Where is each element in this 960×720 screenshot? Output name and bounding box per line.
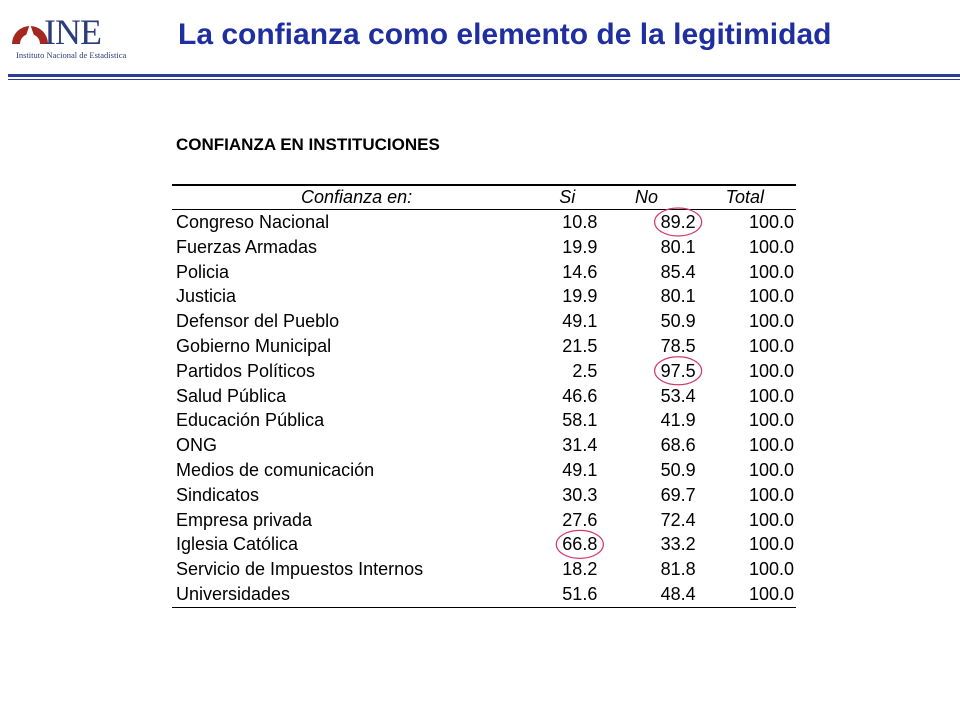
institution-cell: ONG (176, 435, 218, 456)
table-title: CONFIANZA EN INSTITUCIONES (176, 135, 440, 154)
table-row (172, 284, 796, 309)
table-row (172, 384, 796, 409)
total-cell: 100.0 (748, 335, 794, 356)
total-cell: 100.0 (748, 236, 794, 257)
total-cell: 100.0 (748, 583, 794, 604)
ine-logo (8, 10, 178, 70)
total-cell: 100.0 (748, 410, 794, 431)
institution-cell: Salud Pública (176, 385, 287, 406)
institution-cell: Defensor del Pueblo (176, 311, 340, 332)
table-row (172, 210, 796, 235)
table-row (172, 408, 796, 433)
table-row (172, 557, 796, 582)
si-cell: 18.2 (562, 559, 598, 580)
si-cell: 51.6 (562, 583, 598, 604)
si-cell: 19.9 (562, 286, 598, 307)
logo-text: INE (44, 12, 101, 52)
si-cell: 10.8 (562, 212, 598, 232)
no-cell: 80.1 (660, 286, 696, 307)
confidence-table (172, 184, 796, 608)
table-header-row (172, 185, 796, 210)
no-cell: 68.6 (660, 435, 696, 456)
institution-cell: Gobierno Municipal (176, 335, 332, 356)
total-cell: 100.0 (748, 484, 794, 505)
si-cell: 58.1 (562, 410, 598, 431)
column-header-si: Si (559, 187, 576, 207)
page-title: La confianza como elemento de la legitimidad (178, 18, 832, 51)
total-cell: 100.0 (748, 534, 794, 555)
institution-cell: Medios de comunicación (176, 459, 375, 480)
total-cell: 100.0 (748, 311, 794, 332)
si-cell: 49.1 (562, 311, 598, 332)
institution-cell: Policia (176, 261, 230, 282)
table-row (172, 309, 796, 334)
table-row (172, 260, 796, 285)
total-cell: 100.0 (748, 435, 794, 456)
no-cell: 48.4 (660, 583, 696, 604)
no-cell: 50.9 (660, 311, 696, 332)
institution-cell: Servicio de Impuestos Internos (176, 559, 424, 580)
no-cell: 80.1 (660, 236, 696, 257)
table-row (172, 458, 796, 483)
institution-cell: Iglesia Católica (176, 534, 299, 555)
total-cell: 100.0 (748, 459, 794, 480)
no-cell: 53.4 (660, 385, 696, 406)
table-row (172, 359, 796, 384)
si-cell: 46.6 (562, 385, 598, 406)
si-cell: 66.8 (562, 534, 598, 555)
no-cell: 85.4 (660, 261, 696, 282)
total-cell: 100.0 (748, 559, 794, 580)
si-cell: 19.9 (562, 236, 598, 257)
total-cell: 100.0 (748, 261, 794, 282)
si-cell: 49.1 (562, 459, 598, 480)
institution-cell: Justicia (176, 286, 237, 307)
table-row (172, 334, 796, 359)
no-cell: 50.9 (660, 459, 696, 480)
no-cell: 72.4 (660, 509, 696, 530)
table-row (172, 235, 796, 260)
header-divider (8, 74, 960, 82)
si-cell: 2.5 (572, 360, 598, 381)
institution-cell: Sindicatos (176, 484, 260, 505)
si-cell: 31.4 (562, 435, 598, 456)
no-cell: 33.2 (660, 534, 696, 555)
column-header-institution: Confianza en: (301, 187, 413, 207)
institution-cell: Congreso Nacional (176, 212, 330, 232)
si-cell: 21.5 (562, 335, 598, 356)
total-cell: 100.0 (748, 286, 794, 307)
total-cell: 100.0 (748, 360, 794, 381)
total-cell: 100.0 (748, 509, 794, 530)
si-cell: 14.6 (562, 261, 598, 282)
table-row (172, 532, 796, 557)
si-cell: 30.3 (562, 484, 598, 505)
table-row (172, 433, 796, 458)
no-cell: 41.9 (660, 410, 696, 431)
table-row (172, 582, 796, 607)
total-cell: 100.0 (748, 212, 794, 232)
institution-cell: Universidades (176, 583, 291, 604)
institution-cell: Educación Pública (176, 410, 325, 431)
institution-cell: Fuerzas Armadas (176, 236, 318, 257)
institution-cell: Empresa privada (176, 509, 313, 530)
no-cell: 81.8 (660, 559, 696, 580)
table-body (172, 210, 796, 608)
no-cell: 69.7 (660, 484, 696, 505)
si-cell: 27.6 (562, 509, 598, 530)
column-header-total: Total (725, 187, 765, 207)
no-cell: 97.5 (660, 360, 696, 381)
total-cell: 100.0 (748, 385, 794, 406)
column-header-no: No (634, 187, 658, 207)
table-row (172, 483, 796, 508)
no-cell: 89.2 (660, 212, 696, 232)
no-cell: 78.5 (660, 335, 696, 356)
table-row (172, 508, 796, 533)
institution-cell: Partidos Políticos (176, 360, 316, 381)
logo-subtitle: Instituto Nacional de Estadística (16, 50, 127, 60)
